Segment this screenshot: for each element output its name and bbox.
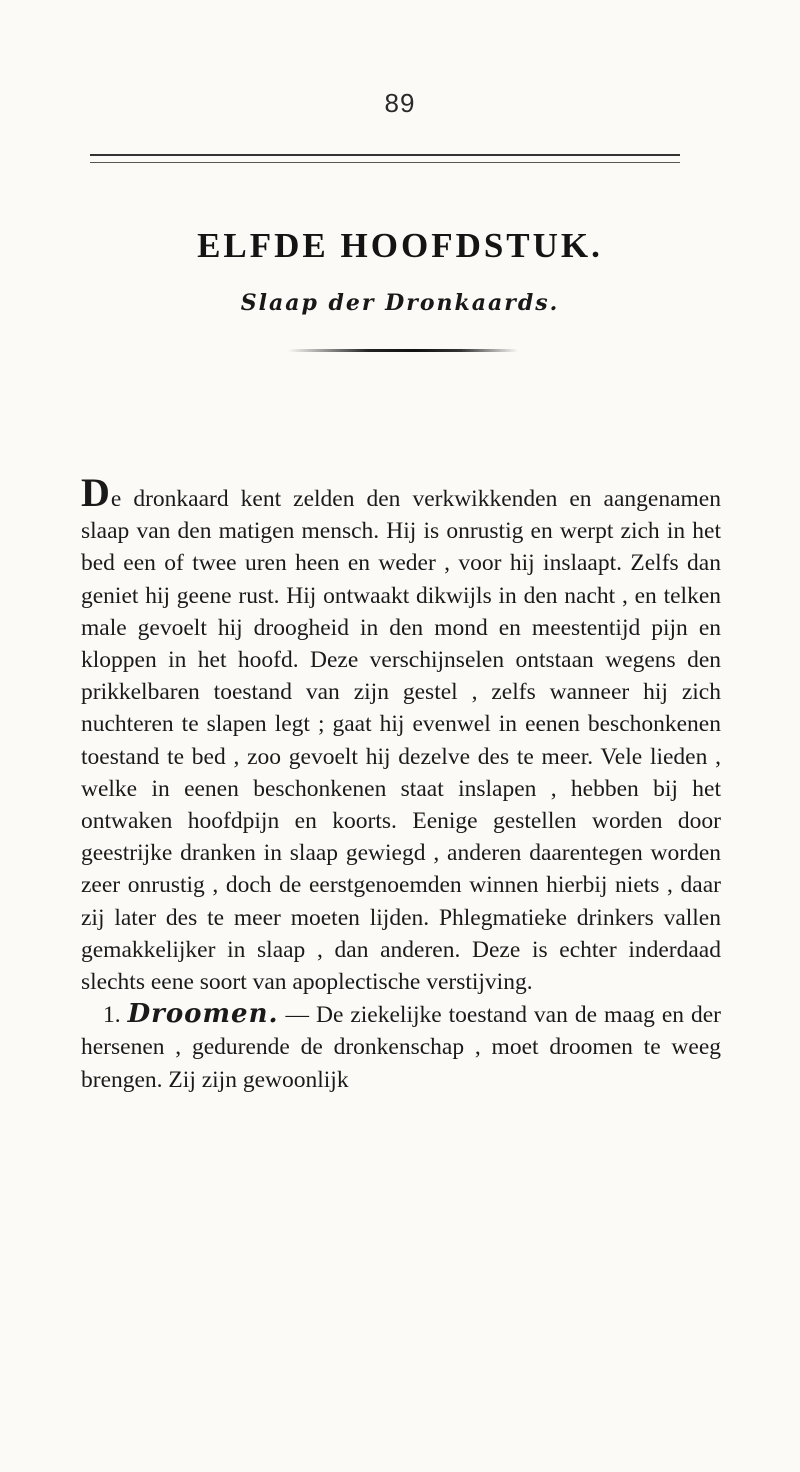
drop-cap: D xyxy=(81,470,110,515)
page-number: 89 xyxy=(384,88,416,118)
paragraph-droomen-text: — De ziekelijke toestand van de maag en der hersenen , gedurende de dronkenschap , moet droomen te weeg brengen. Zij zijn gewoonlijk xyxy=(81,1002,721,1093)
header-rule xyxy=(90,154,680,163)
paragraph-intro-text: e dronkaard kent zelden den verkwikkenden en aangenamen slaap van den matigen mensch. Hij is onrustig en werpt zich in het bed een of twee uren heen en weder , voor hij inslaapt. Zelfs dan geniet hij geene rust. Hij ontwaakt dikwijls in den nacht , en telken male gevoelt hij droogheid in den mond en meestentijd pijn en kloppen in het hoofd. Deze verschijnselen ontstaan wegens den prikkelbaren toestand van zijn gestel , zelfs wanneer hij zich nuchteren te slapen legt ; gaat hij evenwel in eenen beschonkenen toestand te bed , zoo gevoelt hij dezelve des te meer. Vele lieden , welke in eenen beschonkenen staat inslapen , hebben bij het ontwaken hoofdpijn en koorts. Eenige gestellen worden door geestrijke dranken in slaap gewiegd , anderen daarentegen worden zeer onrustig , doch de eerstgenoemden winnen hierbij niets , daar zij later des te meer moeten lijden. Phlegmatieke drinkers vallen gemakkelijker in slaap , dan anderen. Deze is echter inderdaad slechts eene soort van apoplectische verstijving. xyxy=(81,486,721,996)
section-title: Droomen. xyxy=(127,999,279,1030)
chapter-title: ELFDE HOOFDSTUK. xyxy=(197,226,603,265)
section-number: 1. xyxy=(103,1002,121,1029)
body-text xyxy=(81,470,721,1096)
ornamental-rule xyxy=(288,349,518,352)
paragraph-intro xyxy=(81,470,721,998)
paragraph-droomen xyxy=(81,998,721,1096)
chapter-subtitle: Slaap der Dronkaards. xyxy=(240,290,560,316)
